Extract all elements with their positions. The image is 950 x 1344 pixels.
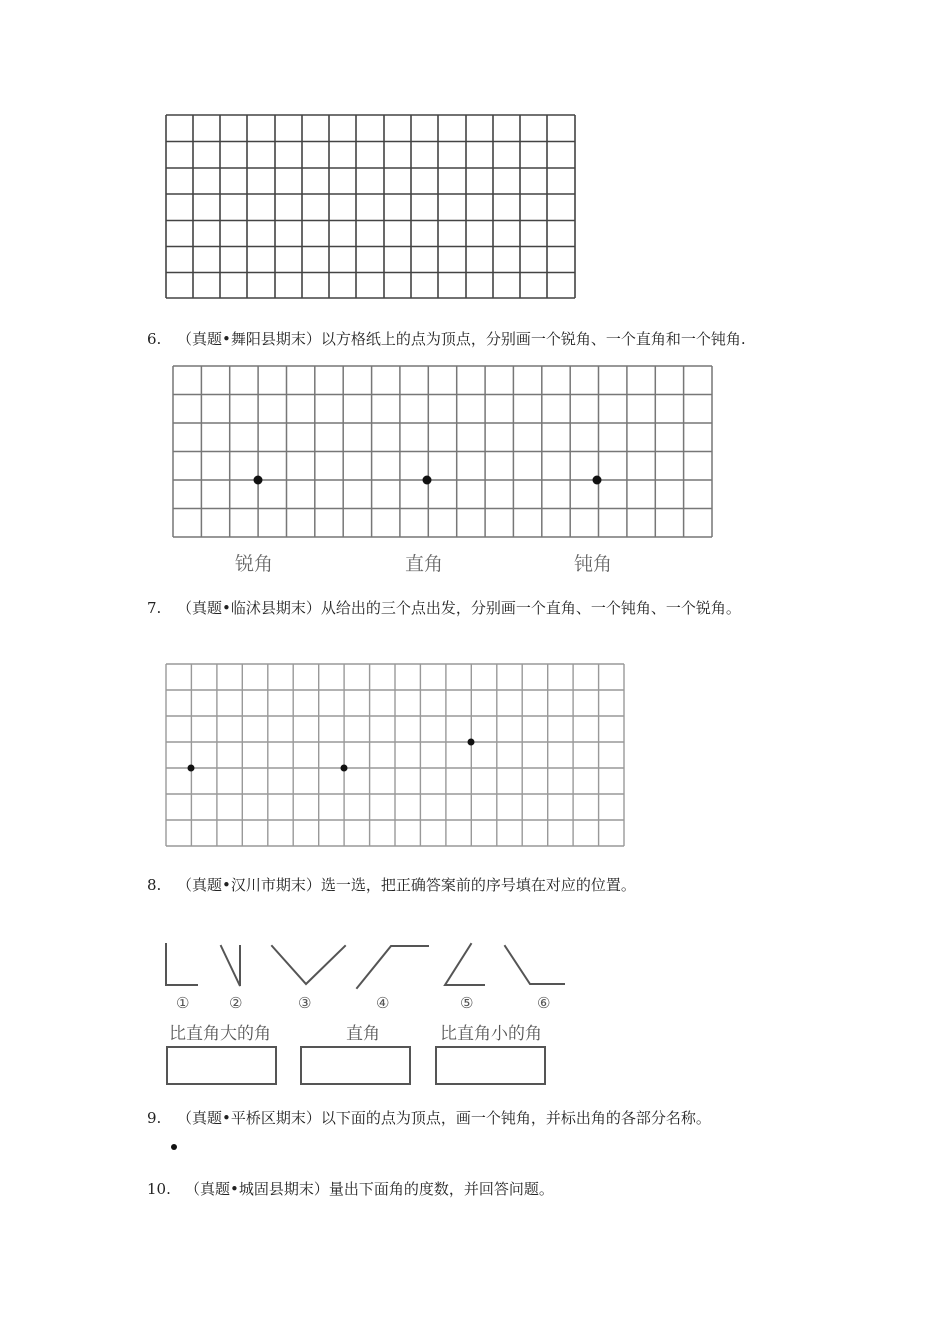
category-label: 比直角小的角 [440,1024,542,1044]
question-text: （真题•平桥区期末）以下面的点为顶点，画一个钝角，并标出角的各部分名称。 [177,1109,711,1127]
label-obtuse: 钝角 [574,553,613,575]
answer-box-right-angle[interactable] [300,1046,411,1085]
question-text: （真题•城固县期末）量出下面角的度数，并回答问题。 [185,1180,554,1198]
question-number: 7. [147,599,162,617]
start-dot [341,765,348,772]
angle-3 [272,946,345,984]
angle-5 [445,944,484,985]
question-10 [147,1178,554,1199]
angle-4 [357,946,428,988]
question-number: 6. [147,330,162,348]
question-text: （真题•舞阳县期末）以方格纸上的点为顶点，分别画一个锐角、一个直角和一个钝角. [177,330,746,348]
angle-number: ② [229,994,243,1012]
question-text: （真题•临沭县期末）从给出的三个点出发，分别画一个直角、一个钝角、一个锐角。 [177,599,741,617]
question-8 [147,874,636,895]
vertex-dot [423,476,432,485]
vertex-dot [593,476,602,485]
question-text: （真题•汉川市期末）选一选，把正确答案前的序号填在对应的位置。 [177,876,636,894]
start-dot [468,739,475,746]
question-9 [147,1107,711,1128]
angle-number: ④ [376,994,390,1012]
question-6 [147,328,746,349]
label-acute: 锐角 [235,553,274,575]
question-number: 10. [147,1180,171,1198]
angle-2 [221,946,240,986]
angle-number: ③ [298,994,312,1012]
label-right: 直角 [405,553,444,575]
angle-number: ⑤ [460,994,474,1012]
start-dot [188,765,195,772]
angle-number: ① [176,994,190,1012]
angle-1 [166,944,197,985]
answer-box-smaller-than-right[interactable] [435,1046,546,1085]
question-number: 9. [147,1109,162,1127]
angle-number: ⑥ [537,994,551,1012]
vertex-dot [254,476,263,485]
answer-box-larger-than-right[interactable] [166,1046,277,1085]
question-number: 8. [147,876,162,894]
angle-6 [505,946,564,984]
category-label: 比直角大的角 [169,1024,271,1044]
category-label: 直角 [346,1024,380,1044]
question-7 [147,597,741,618]
